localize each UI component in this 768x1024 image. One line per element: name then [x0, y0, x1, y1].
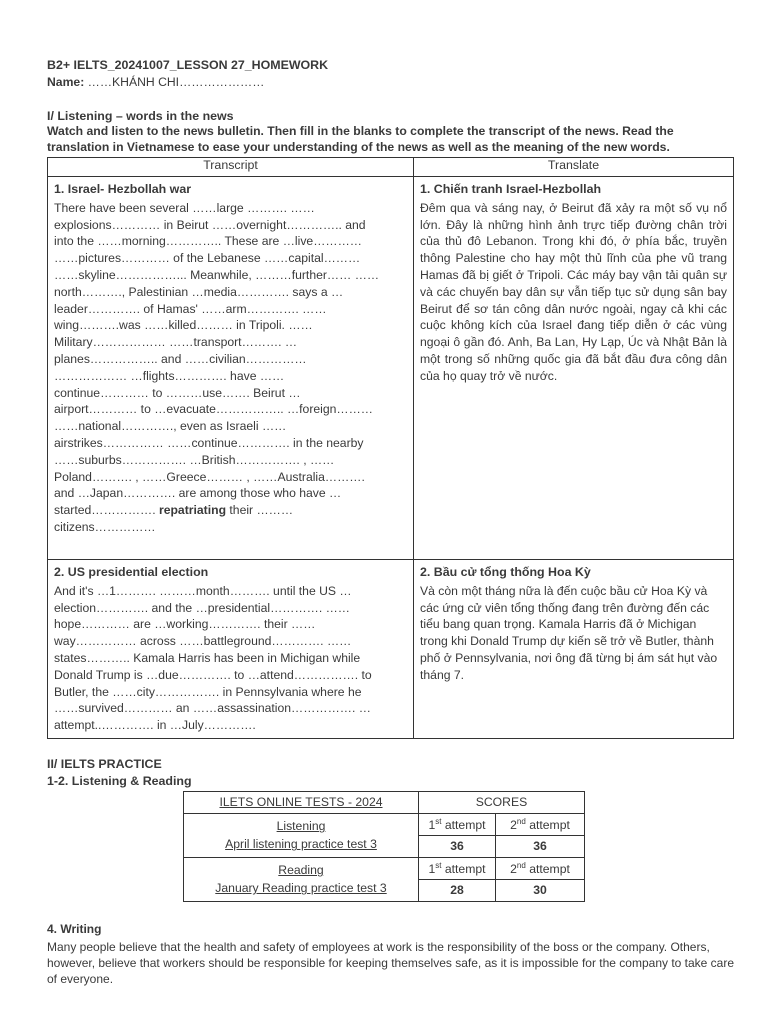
transcript-line: ……survived………… an ……assassination……………. … — [54, 701, 371, 716]
transcript-line: leader…………. of Hamas' ……arm…………. …… — [54, 301, 327, 316]
translate-body-1: Đêm qua và sáng nay, ở Beirut đã xảy ra một số vụ nổ lớn. Đây là những hình ảnh trực tiếp đường chân trời của thủ đô Lebanon. Trong khi đó, ở phía bắc, truyền thông Palestine cho hay một thủ lĩnh của phe vũ trang Hamas đã bị giết ở Tripoli. Các máy bay vận tải quân sự và các chuyến bay dân sự vẫn tiếp tục sử dụng sân bay Beirut để sơ tán công dân nước ngoài, ngay cả khi các cuộc không kích của Israel đang tiếp diễn ở các vùng ngoại ô gần đó. Anh, Ba Lan, Hy Lạp, Úc và Nhật Bản là một trong số những quốc gia đã bắt đầu đưa công dân của họ quay trở về nước. — [420, 200, 727, 383]
practice-subheading: 1-2. Listening & Reading — [47, 773, 192, 788]
listening-attempt-2-header: 2nd attempt — [496, 813, 585, 835]
practice-heading: II/ IELTS PRACTICE — [47, 756, 162, 771]
scores-header: SCORES — [419, 791, 585, 813]
scores-table — [183, 791, 585, 902]
transcript-body-1 — [54, 200, 407, 536]
student-name-line — [47, 75, 737, 89]
transcript-line: election…………. and the …presidential…………. …… — [54, 600, 350, 615]
transcript-table — [47, 157, 734, 739]
transcript-line: Poland………. , ……Greece……… , ……Australia………. — [54, 469, 365, 484]
transcript-line: Military……………… ……transport………. … — [54, 335, 298, 350]
transcript-line: started……………. repatriating their ……… — [54, 503, 294, 518]
transcript-line: north………., Palestinian …media…………. says a … — [54, 284, 344, 299]
listening-instructions: Watch and listen to the news bulletin. Then fill in the blanks to complete the transcript of the news. Read the translation in Vietnamese to ease your understanding of the news as well as the meaning of the new words. — [47, 124, 674, 154]
transcript-line: planes…………….. and ……civilian…………… — [54, 351, 307, 366]
document-title: B2+ IELTS_20241007_LESSON 27_HOMEWORK — [47, 58, 329, 72]
transcript-line: Donald Trump is …due…………. to …attend……………. to — [54, 667, 372, 682]
listening-attempt-1-header: 1st attempt — [419, 813, 496, 835]
transcript-line: ……pictures………… of the Lebanese ……capital……… — [54, 251, 361, 266]
transcript-line: ……skyline……………... Meanwhile, ………further…… …… — [54, 267, 380, 282]
reading-attempt-1-header: 1st attempt — [419, 857, 496, 879]
transcript-line: citizens…………… — [54, 519, 156, 534]
listening-test-cell — [184, 813, 419, 857]
reading-attempt-2-header: 2nd attempt — [496, 857, 585, 879]
transcript-line: hope………… are …working…………. their …… — [54, 617, 316, 632]
reading-label: Reading — [278, 863, 324, 878]
transcript-line: ……………… …flights…………. have …… — [54, 368, 285, 383]
name-value: ……KHÁNH CHI………………… — [87, 75, 265, 89]
translate-title-2: 2. Bầu cử tổng thống Hoa Kỳ — [420, 565, 591, 579]
transcript-line: way…………… across ……battleground…………. …… — [54, 634, 352, 649]
transcript-line: ……suburbs……………. …British……………. , …… — [54, 452, 335, 467]
listening-score-2: 36 — [496, 835, 585, 857]
listening-score-1: 36 — [419, 835, 496, 857]
listening-heading: I/ Listening – words in the news — [47, 109, 234, 123]
name-label: Name: — [47, 75, 85, 89]
transcript-line: ……national…………., even as Israeli …… — [54, 419, 287, 434]
translate-cell-1 — [414, 177, 734, 560]
transcript-line: Butler, the ……city……………. in Pennsylvania where he — [54, 684, 362, 699]
transcript-line: states……….. Kamala Harris has been in Michigan while — [54, 650, 361, 665]
transcript-line: And it's …1………. ………month………. until the US … — [54, 583, 352, 598]
transcript-line: wing……….was ……killed……… in Tripoli. …… — [54, 318, 313, 333]
translate-body-2: Và còn một tháng nữa là đến cuộc bầu cử Hoa Kỳ và các ứng cử viên tổng thống đang trên đường đến các tiểu bang quan trọng. Kamala Harris đã ở Michigan trong khi Donald Trump dự kiến sẽ trở về Butler, thành phố ở Pennsylvania, nơi ông đã từng bị ám sát hụt vào tháng 7. — [420, 583, 718, 682]
transcript-line: into the ……morning………….. These are …live………… — [54, 234, 362, 249]
translate-cell-2 — [414, 560, 734, 739]
worksheet — [47, 58, 737, 987]
tests-header-label: ILETS ONLINE TESTS - 2024 — [219, 795, 383, 810]
transcript-cell-2 — [48, 560, 414, 739]
transcript-body-2 — [54, 583, 407, 734]
reading-test-name: January Reading practice test 3 — [215, 881, 387, 896]
transcript-column-header: Transcript — [48, 158, 414, 177]
transcript-line: There have been several ……large ………. …… — [54, 200, 315, 215]
listening-test-name: April listening practice test 3 — [225, 837, 377, 852]
transcript-line: airport………… to …evacuate…………….. …foreign……… — [54, 402, 373, 417]
transcript-cell-1 — [48, 177, 414, 560]
translate-title-1: 1. Chiến tranh Israel-Hezbollah — [420, 182, 602, 196]
writing-heading: 4. Writing — [47, 921, 102, 936]
transcript-line: airstrikes…………… ……continue…………. in the nearby — [54, 435, 364, 450]
transcript-line: attempt..…………. in …July…………. — [54, 718, 256, 733]
transcript-title-2: 2. US presidential election — [54, 565, 209, 579]
reading-score-2: 30 — [496, 879, 585, 901]
listening-label: Listening — [276, 819, 326, 834]
transcript-title-1: 1. Israel- Hezbollah war — [54, 182, 192, 196]
transcript-line: and …Japan…………. are among those who have … — [54, 486, 342, 501]
reading-score-1: 28 — [419, 879, 496, 901]
tests-header — [184, 791, 419, 813]
writing-prompt: Many people believe that the health and safety of employees at work is the responsibility of the boss or the company. Others, however, believe that workers should be responsible for keeping themselves safe, as it is impossible for the company to take care of everyone. — [47, 939, 735, 986]
transcript-line: continue………… to ………use……. Beirut … — [54, 385, 301, 400]
transcript-line: explosions………… in Beirut ……overnight………….. and — [54, 217, 366, 232]
translate-column-header: Translate — [414, 158, 734, 177]
reading-test-cell — [184, 857, 419, 901]
